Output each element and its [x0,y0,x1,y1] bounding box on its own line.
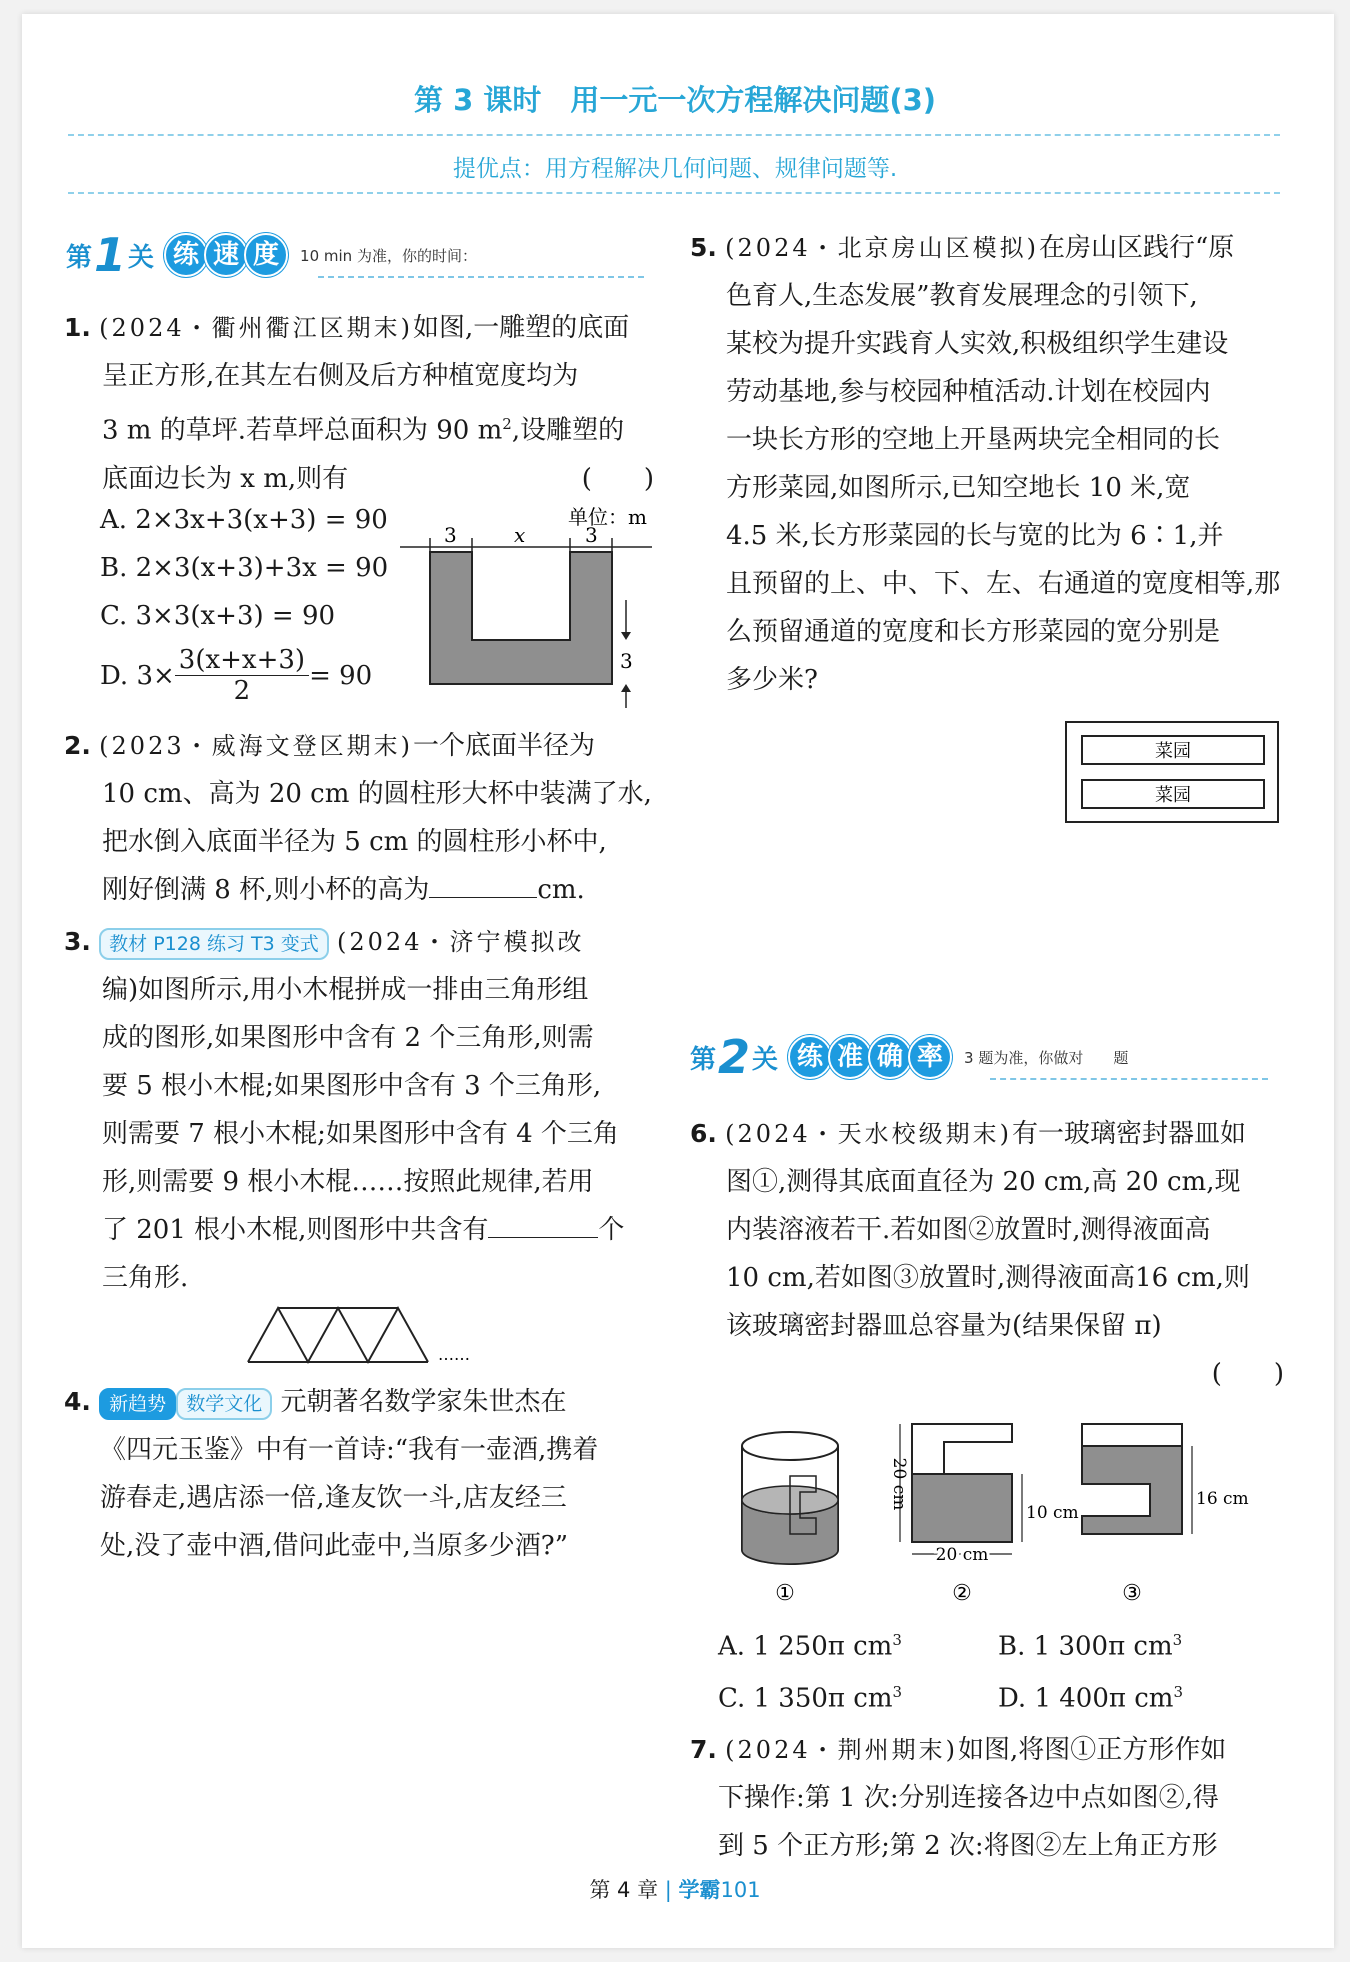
stage1-heading [66,228,477,282]
q2-line-3: 把水倒入底面半径为 5 cm 的圆柱形小杯中, [102,827,607,857]
q6-line-5: 该玻璃密封器皿总容量为(结果保留 π) [726,1311,1162,1341]
q6-answer-bracket: ( ) [1211,1359,1284,1389]
q2-line-4: 刚好倒满 8 杯,则小杯的高为 [102,875,430,905]
stage2-char-3: 确 [868,1035,912,1079]
q5-line-6: 方形菜园,如图所示,已知空地长 10 米,宽 [726,473,1191,503]
question-5 [690,224,1290,704]
q1-option-d-prefix: D. 3× [100,660,175,691]
q6-option-b-sup: 3 [1172,1631,1183,1649]
q5-line-1: 在房山区践行“原 [1038,233,1235,263]
q3-line-5: 形,则需要 9 根小木棍……按照此规律,若用 [102,1167,594,1197]
q3-dots: …… [438,1345,470,1364]
q1-option-d-denominator: 2 [233,676,251,706]
q6-label-3: ③ [1122,1581,1142,1606]
q3-answer-blank[interactable] [488,1215,598,1238]
q6-option-c [718,1672,902,1719]
stage2-number: 2 [718,1030,751,1084]
footer-book: 学霸 [678,1878,721,1902]
q5-garden-2-label: 菜园 [1155,785,1191,806]
q6-dim-16: 16 cm [1196,1489,1249,1509]
stage2-arrow-line [990,1078,1268,1080]
q1-figure [390,500,660,710]
q1-dim-side: 3 [620,649,633,673]
q6-line-1: 有一玻璃密封器皿如 [1011,1119,1246,1149]
question-1 [64,304,664,503]
question-6 [690,1110,1290,1398]
q7-line-3: 到 5 个正方形;第 2 次:将图②左上角正方形 [718,1831,1218,1861]
q6-option-d [998,1672,1183,1719]
q4-trend-tag: 新趋势 [99,1388,176,1420]
q1-option-d-fraction [175,645,309,706]
q1-line-1: 如图,一雕塑的底面 [412,313,630,343]
lesson-title: 第 3 课时 用一元一次方程解决问题(3) [413,83,937,117]
q5-number: 5. [690,233,717,262]
q5-line-5: 一块长方形的空地上开垦两块完全相同的长 [726,425,1221,455]
divider-top [68,134,1280,136]
question-3 [64,918,664,1302]
q3-tail: 个 [598,1215,625,1245]
stage2-note: 3 题为准，你做对 题 [964,1048,1129,1067]
q3-textbook-tag: 教材 P128 练习 T3 变式 [99,928,329,960]
q1-answer-bracket: ( ) [581,463,654,494]
q1-option-d-numerator: 3(x+x+3) [175,645,309,676]
q5-line-2: 色育人,生态发展”教育发展理念的引领下, [726,281,1198,311]
q1-dim-left: 3 [444,523,457,547]
q6-label-2: ② [952,1581,972,1606]
q5-line-3: 某校为提升实践育人实效,积极组织学生建设 [726,329,1229,359]
q3-line-7: 三角形. [102,1263,189,1293]
q6-dim-10: 10 cm [1026,1503,1079,1523]
q1-line-2: 呈正方形,在其左右侧及后方种植宽度均为 [102,361,579,391]
q5-line-7: 4.5 米,长方形菜园的长与宽的比为 6∶1,并 [726,521,1224,551]
page-footer [0,1874,1350,1904]
q5-line-8: 且预留的上、中、下、左、右通道的宽度相等,那 [726,569,1281,599]
q1-lawn-shape [430,552,612,684]
q6-line-2: 图①,测得其底面直径为 20 cm,高 20 cm,现 [726,1167,1241,1197]
q3-line-2: 成的图形,如果图形中含有 2 个三角形,则需 [102,1023,594,1053]
q1-sup: 2 [502,415,512,433]
question-2 [64,722,664,914]
q6-source: (2024・天水校级期末) [725,1120,1012,1148]
q3-line-1: 编)如图所示,用小木棍拼成一排由三角形组 [102,975,589,1005]
q2-line-2: 10 cm、高为 20 cm 的圆柱形大杯中装满了水, [102,779,652,809]
q2-tail: cm. [537,875,585,905]
q1-line-3-tail: ,设雕塑的 [511,415,625,446]
q4-line-3: 游春走,遇店添一倍,逢友饮一斗,店友经三 [100,1483,567,1513]
q2-number: 2. [64,731,91,760]
q3-line-3: 要 5 根小木棍;如果图形中含有 3 个三角形, [102,1071,602,1101]
q5-garden-figure [1064,720,1282,826]
stage1-di: 第 [66,242,93,273]
footer-separator: | [664,1878,672,1902]
q6-option-d-text: D. 1 400π cm [998,1683,1174,1714]
q5-source: (2024・北京房山区模拟) [725,234,1039,262]
q6-option-c-sup: 3 [892,1683,903,1701]
stage1-note: 10 min 为准，你的时间： [300,246,477,265]
q3-line-4: 则需要 7 根小木棍;如果图形中含有 4 个三角 [102,1119,619,1149]
q5-line-4: 劳动基地,参与校园种植活动.计划在校园内 [726,377,1211,407]
stage1-char-3: 度 [244,233,288,277]
q4-number: 4. [64,1387,91,1416]
q7-line-1: 如图,将图①正方形作如 [957,1735,1227,1765]
q6-option-a [718,1620,902,1667]
q2-answer-blank[interactable] [429,875,537,898]
divider-bottom [68,192,1280,194]
q6-option-a-sup: 3 [892,1631,902,1649]
q3-number: 3. [64,927,91,956]
question-7 [690,1726,1290,1870]
q4-culture-tag: 数学文化 [176,1388,272,1420]
q1-unit: 单位：m [568,505,647,529]
q6-option-b [998,1620,1182,1667]
q6-label-1: ① [775,1581,795,1606]
q5-line-10: 多少米? [726,665,818,695]
q7-line-2: 下操作:第 1 次:分别连接各边中点如图②,得 [718,1783,1219,1813]
stage2-guan: 关 [752,1044,779,1075]
stage2-heading [690,1030,1129,1084]
q4-line-4: 处,没了壶中酒,借问此壶中,当原多少酒?” [100,1531,569,1561]
q1-source: (2024・衢州衢江区期末) [99,314,413,342]
q2-source: (2023・威海文登区期末) [99,732,413,760]
q1-option-a: A. 2×3x+3(x+3) = 90 [100,505,388,535]
q1-option-b: B. 2×3(x+3)+3x = 90 [100,553,389,583]
stage1-number: 1 [94,228,127,282]
q3-triangles-figure [240,1300,520,1370]
q6-option-c-text: C. 1 350π cm [718,1683,893,1714]
stage1-guan: 关 [128,242,155,273]
q6-option-b-text: B. 1 300π cm [998,1631,1173,1662]
stage2-char-1: 练 [788,1035,832,1079]
q4-line-2: 《四元玉鉴》中有一首诗:“我有一壶酒,携着 [100,1435,599,1465]
q1-dim-right: 3 [585,523,598,547]
q1-dim-x: x [514,523,526,547]
stage1-char-1: 练 [164,233,208,277]
question-4 [64,1378,664,1570]
stage2-char-2: 准 [828,1035,872,1079]
lesson-tip: 提优点：用方程解决几何问题、规律问题等. [452,156,898,182]
footer-chapter: 第 4 章 [589,1878,659,1902]
q6-dim-20-width: 20 cm [935,1545,989,1565]
q7-number: 7. [690,1735,717,1764]
q7-source: (2024・荆州期末) [725,1736,958,1764]
stage1-char-2: 速 [204,233,248,277]
stage2-di: 第 [690,1044,717,1075]
q4-line-1: 元朝著名数学家朱世杰在 [280,1387,567,1417]
q3-source: (2024・济宁模拟改 [337,928,585,956]
q5-line-9: 么预留通道的宽度和长方形菜园的宽分别是 [726,617,1221,647]
q1-option-d [100,645,372,706]
q6-figure [730,1400,1270,1620]
q2-line-1: 一个底面半径为 [412,731,595,761]
q6-option-d-sup: 3 [1173,1683,1183,1701]
q5-garden-1-label: 菜园 [1155,741,1191,762]
q1-option-c: C. 3×3(x+3) = 90 [100,601,336,631]
stage1-arrow-line [318,276,644,278]
stage2-char-4: 率 [908,1035,952,1079]
q3-line-6: 了 201 根小木棍,则图形中共含有 [102,1215,489,1245]
q6-line-3: 内装溶液若干.若如图②放置时,测得液面高 [726,1215,1211,1245]
q1-number: 1. [64,313,91,342]
footer-page-number: 101 [720,1878,761,1902]
q6-liquid-2 [912,1474,1012,1542]
q6-dim-20-height: 20 cm [889,1457,909,1511]
q6-option-a-text: A. 1 250π cm [718,1631,893,1662]
q1-option-d-suffix: = 90 [309,660,373,691]
q6-line-4: 10 cm,若如图③放置时,测得液面高16 cm,则 [726,1263,1250,1293]
q1-line-3: 3 m 的草坪.若草坪总面积为 90 m [102,415,503,446]
q6-number: 6. [690,1119,717,1148]
q1-line-4: 底面边长为 x m,则有 [102,463,349,494]
q6-liquid-3 [1082,1446,1182,1534]
